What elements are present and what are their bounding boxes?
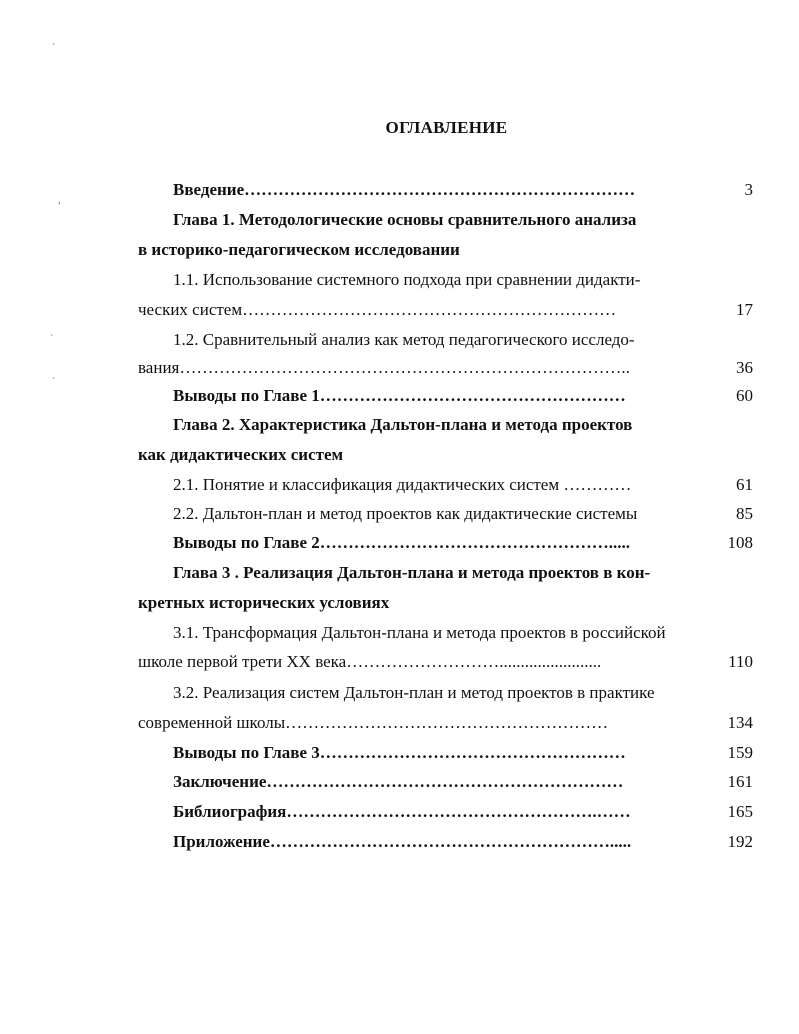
toc-section-3-1-line2: школе первой трети XX века………………………........................ — [138, 652, 602, 671]
toc-section-3-2-line2: современной школы………………………………………………… — [138, 713, 609, 732]
toc-page-appendix: 192 — [727, 832, 753, 851]
toc-chapter-1-line2: в историко-педагогическом исследовании — [138, 240, 460, 259]
toc-page-2-2: 85 — [736, 504, 753, 523]
toc-section-2-1: 2.1. Понятие и классификация дидактических систем ………… — [173, 475, 632, 494]
toc-conclusions-3: Выводы по Главе 3……………………………………………… — [173, 743, 626, 762]
toc-page-conclusions-3: 159 — [727, 743, 753, 762]
toc-page-intro: 3 — [744, 180, 753, 199]
toc-page-1-1: 17 — [736, 300, 753, 319]
toc-section-1-2-line1: 1.2. Сравнительный анализ как метод педагогического исследо- — [173, 330, 635, 349]
toc-section-3-2-line1: 3.2. Реализация систем Дальтон-план и метод проектов в практике — [173, 683, 655, 702]
toc-chapter-3-line2: кретных исторических условиях — [138, 593, 390, 612]
toc-conclusion: Заключение……………………………………………………… — [173, 772, 624, 791]
toc-page-conclusion: 161 — [727, 772, 753, 791]
toc-page-bibliography: 165 — [727, 802, 753, 821]
toc-page-conclusions-1: 60 — [736, 386, 753, 405]
scan-speck: ` — [50, 334, 54, 345]
toc-conclusions-1: Выводы по Главе 1……………………………………………… — [173, 386, 626, 405]
toc-conclusions-2: Выводы по Главе 2……………………………………………..... — [173, 533, 631, 552]
toc-chapter-2-line1: Глава 2. Характеристика Дальтон-плана и метода проектов — [173, 415, 633, 434]
toc-page-2-1: 61 — [736, 475, 753, 494]
toc-page-3-2: 134 — [727, 713, 753, 732]
toc-section-1-1-line2: ческих систем………………………………………………………… — [138, 300, 617, 319]
toc-chapter-2-line2: как дидактических систем — [138, 445, 344, 464]
toc-chapter-1-line1: Глава 1. Методологические основы сравнительного анализа — [173, 210, 637, 229]
toc-page-1-2: 36 — [736, 358, 753, 377]
toc-bibliography: Библиография……………………………………………….…… — [173, 802, 631, 821]
toc-page-conclusions-2: 108 — [727, 533, 753, 552]
scan-speck: ` — [52, 377, 56, 388]
toc-section-1-1-line1: 1.1. Использование системного подхода при сравнении дидакти- — [173, 270, 641, 289]
toc-chapter-3-line1: Глава 3 . Реализация Дальтон-плана и метода проектов в кон- — [173, 563, 651, 582]
toc-page-3-1: 110 — [728, 652, 753, 671]
page-title: ОГЛАВЛЕНИЕ — [385, 118, 508, 137]
toc-section-2-2: 2.2. Дальтон-план и метод проектов как дидактические системы — [173, 504, 638, 523]
toc-section-1-2-line2: вания…………………………………………………………………….. — [138, 358, 630, 377]
scan-speck: , — [58, 195, 61, 206]
toc-appendix: Приложение……………………………………………………..... — [173, 832, 632, 851]
toc-section-3-1-line1: 3.1. Трансформация Дальтон-плана и метода проектов в российской — [173, 623, 666, 642]
toc-entry-intro: Введение…………………………………………………………… — [173, 180, 636, 199]
scan-speck: ` — [52, 43, 56, 54]
